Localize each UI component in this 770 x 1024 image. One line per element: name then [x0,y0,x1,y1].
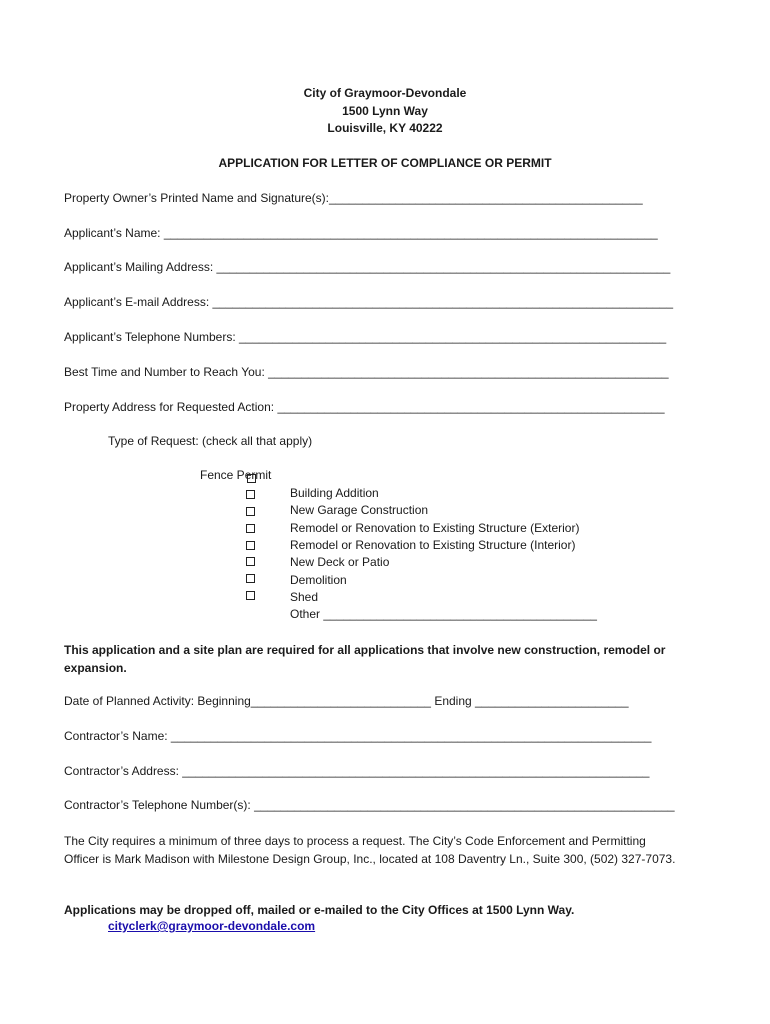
processing-info: The City requires a minimum of three days to process a request. The City’s Code Enforcement and Permitting Officer is Mark Madison with Milestone Design Group, Inc., located at 108 Daventry Ln., Suite 300, (502) 327-7073. [64,834,676,866]
option-new-garage: New Garage Construction [290,503,429,517]
form-title: APPLICATION FOR LETTER OF COMPLIANCE OR PERMIT [218,156,552,170]
option-remodel-interior: Remodel or Renovation to Existing Structure (Interior) [290,538,576,552]
city-name: City of Graymoor-Devondale [303,86,467,100]
applicant-name-field[interactable]: Applicant’s Name: __________________________________________________________________________ [64,226,658,240]
checkbox-shed[interactable] [246,591,255,600]
option-other-field[interactable]: Other _________________________________________ [290,607,597,621]
site-plan-notice: This application and a site plan are required for all applications that involve new construction, remodel or expansion. [64,643,666,675]
option-remodel-exterior: Remodel or Renovation to Existing Structure (Exterior) [290,521,580,535]
option-building-addition: Building Addition [290,486,379,500]
checkbox-building-addition[interactable] [246,490,255,499]
city-state-zip: Louisville, KY 40222 [327,121,443,135]
checkbox-deck-patio[interactable] [246,557,255,566]
dropoff-instructions: Applications may be dropped off, mailed or e-mailed to the City Offices at 1500 Lynn Way. [64,903,575,917]
checkbox-demolition[interactable] [246,574,255,583]
fence-permit-checkbox[interactable] [247,474,256,483]
request-type-label: Type of Request: (check all that apply) [108,434,313,448]
contractor-name-field[interactable]: Contractor’s Name: ________________________________________________________________________ [64,729,652,743]
property-address-field[interactable]: Property Address for Requested Action: __________________________________________________________ [64,400,665,414]
option-demolition: Demolition [290,573,347,587]
option-deck-patio: New Deck or Patio [290,555,390,569]
mailing-address-field[interactable]: Applicant’s Mailing Address: ____________________________________________________________________ [64,260,671,274]
owner-field[interactable]: Property Owner’s Printed Name and Signature(s):_______________________________________________ [64,191,643,205]
checkbox-new-garage[interactable] [246,507,255,516]
telephone-field[interactable]: Applicant’s Telephone Numbers: ________________________________________________________________ [64,330,667,344]
checkbox-remodel-exterior[interactable] [246,524,255,533]
fence-permit-label: Fence Permit [200,468,272,482]
letterhead [0,85,770,138]
option-shed: Shed [290,590,319,604]
best-time-field[interactable]: Best Time and Number to Reach You: ____________________________________________________________ [64,365,669,379]
contractor-phone-field[interactable]: Contractor’s Telephone Number(s): _______________________________________________________________ [64,798,675,812]
checkbox-remodel-interior[interactable] [246,541,255,550]
email-address-field[interactable]: Applicant’s E-mail Address: _____________________________________________________________________ [64,295,674,309]
street-address: 1500 Lynn Way [342,103,428,118]
contact-email-link[interactable]: cityclerk@graymoor-devondale.com [108,919,316,933]
contractor-address-field[interactable]: Contractor’s Address: ______________________________________________________________________ [64,764,650,778]
planned-activity-field[interactable]: Date of Planned Activity: Beginning___________________________ Ending _______________________ [64,694,629,708]
